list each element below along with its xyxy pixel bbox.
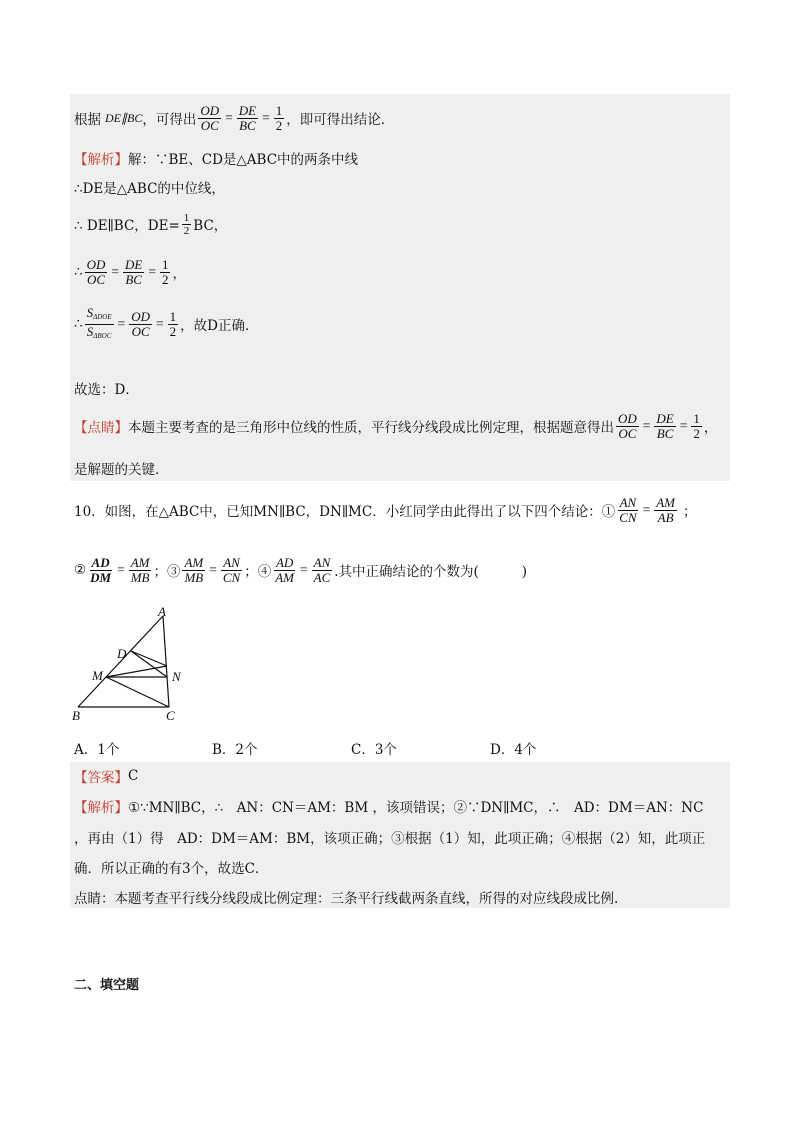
fraction: $\frac{AD}{DM}$ <box>90 554 112 585</box>
fraction: $\frac{OD}{OC}$ <box>131 308 150 339</box>
area-ratio: $\frac{S_{\Delta DOE}}{S_{\Delta BOC}}$ <box>86 304 112 340</box>
analysis-label: 【解析】 <box>74 800 128 816</box>
text: ，再由（1）得 AD：DM＝AM：BM，该项正确；③根据（1）知，此项正确；④根据（2）知，此项正 <box>74 831 706 847</box>
option-d: D．4个 <box>490 742 537 758</box>
fraction: $\frac{1}{2}$ <box>275 102 283 133</box>
text: BC， <box>193 218 228 234</box>
text: ；④ <box>244 564 272 580</box>
text: ∴ <box>74 316 83 332</box>
text: ∴ <box>74 264 83 280</box>
text: ， <box>172 266 186 282</box>
text: 确．所以正确的有3个，故选C． <box>74 861 269 877</box>
text: 根据 <box>74 112 101 128</box>
triangle-figure <box>66 604 196 724</box>
text: ∴DE是△ABC的中位线， <box>74 181 225 197</box>
fraction: $\frac{AM}{MB}$ <box>184 554 204 585</box>
text: ，故D正确． <box>180 318 259 334</box>
solution-comment-end <box>74 458 169 478</box>
text: ①∵MN∥BC，∴ AN：CN＝AM：BM ，该项错误；②∵DN∥MC，∴ AD：DM＝AN：NC <box>128 800 704 816</box>
analysis-label: 【解析】 <box>74 152 128 168</box>
label-d: D <box>117 646 127 661</box>
text: ，可得出 <box>142 112 197 128</box>
fraction: $\frac{AN}{AC}$ <box>313 554 331 585</box>
option-a: A．1个 <box>74 742 120 758</box>
fraction: $\frac{DE}{BC}$ <box>125 256 143 287</box>
label-c: C <box>166 708 175 723</box>
text: .其中正确结论的个数为( ) <box>334 564 527 580</box>
solution-choose <box>74 378 139 398</box>
fraction: $\frac{AD}{AM}$ <box>275 554 294 585</box>
answer-analysis-1 <box>74 796 703 816</box>
fraction: $\frac{1}{2}$ <box>169 308 177 339</box>
parallel-condition: DE∥BC <box>105 110 143 125</box>
fraction: $\frac{AN}{CN}$ <box>619 494 637 525</box>
text: ；③ <box>153 564 181 580</box>
section-heading: 二、填空题 <box>74 978 140 993</box>
fraction: $\frac{AM}{AB}$ <box>656 494 675 525</box>
solution-line-1: 根据 DE∥BC ，可得出 $\frac{OD}{OC}$ = $\frac{DE}{BC}$ = $\frac{1}{2}$ ，即可得出结论． <box>74 102 395 133</box>
question-10-conclusions: ② $\frac{AD}{DM}$ = $\frac{AM}{MB}$ ；③ $\frac{AM}{MB}$ = $\frac{AN}{CN}$ ；④ $\frac{AD}{AM}$ = $\frac{AN}{AC}$ .其中正确结论的个数为( ) <box>74 554 527 585</box>
answer-comment <box>74 887 618 907</box>
text: ② <box>74 562 87 578</box>
text: ， <box>703 420 718 436</box>
text: 本题主要考查的是三角形中位线的性质，平行线分线段成比例定理，根据题意得出 <box>128 420 614 436</box>
solution-line-3 <box>74 177 225 197</box>
fraction: $\frac{DE}{BC}$ <box>656 410 674 441</box>
fraction: $\frac{1}{2}$ <box>161 256 169 287</box>
side-ac <box>163 616 169 707</box>
option-b: B．2个 <box>212 742 258 758</box>
text: 10．如图，在△ABC中，已知MN∥BC，DN∥MC．小红同学由此得出了以下四个结论：① <box>74 504 616 520</box>
fraction: $\frac{1}{2}$ <box>693 410 700 441</box>
fraction: $\frac{AN}{CN}$ <box>222 554 241 585</box>
answer-line <box>74 766 138 786</box>
text: ； <box>682 504 697 520</box>
solution-line-4 <box>74 206 227 242</box>
fraction: $\frac{OD}{OC}$ <box>200 102 220 133</box>
label-b: B <box>72 708 80 723</box>
question-10-stem: 10．如图，在△ABC中，已知MN∥BC，DN∥MC．小红同学由此得出了以下四个结论：① $\frac{AN}{CN}$ = $\frac{AM}{AB}$ ； <box>74 494 697 525</box>
label-a: A <box>158 604 166 619</box>
text: 解：∵BE、CD是△ABC中的两条中线 <box>128 152 359 168</box>
comment-label: 【点睛】 <box>74 420 128 436</box>
label-n: N <box>172 669 181 684</box>
solution-line-5: ∴ $\frac{OD}{OC}$ = $\frac{DE}{BC}$ = $\frac{1}{2}$ ， <box>74 256 186 287</box>
side-ab <box>78 616 163 707</box>
solution-comment: 【点睛】 本题主要考查的是三角形中位线的性质，平行线分线段成比例定理，根据题意得出 $\frac{OD}{OC}$ = $\frac{DE}{BC}$ = $\frac{1}{2}$ ， <box>74 410 718 441</box>
segment-mc <box>106 677 169 707</box>
answer-value: C <box>128 768 139 784</box>
fraction: $\frac{AM}{MB}$ <box>130 554 150 585</box>
option-c: C．3个 <box>351 742 397 758</box>
answer-analysis-2 <box>74 827 705 847</box>
fraction: $\frac{OD}{OC}$ <box>86 256 106 287</box>
fraction: $\frac{DE}{BC}$ <box>238 102 257 133</box>
text: 故选：D． <box>74 382 139 398</box>
text: 是解题的关键． <box>74 462 169 478</box>
fraction: $\frac{OD}{OC}$ <box>618 410 637 441</box>
label-m: M <box>92 668 103 683</box>
answer-label: 【答案】 <box>74 770 128 786</box>
fraction: $\frac{1}{2}$ <box>183 211 190 237</box>
text: ∴ DE∥BC，DE= <box>74 218 180 234</box>
text: 点睛：本题考查平行线分线段成比例定理：三条平行线截两条直线，所得的对应线段成比例. <box>74 891 619 907</box>
text: ，即可得出结论． <box>286 112 395 128</box>
solution-line-2 <box>74 148 358 168</box>
answer-analysis-3 <box>74 857 268 877</box>
solution-line-6: ∴ $\frac{S_{\Delta DOE}}{S_{\Delta BOC}}$ = $\frac{OD}{OC}$ = $\frac{1}{2}$ ，故D正确． <box>74 304 258 344</box>
